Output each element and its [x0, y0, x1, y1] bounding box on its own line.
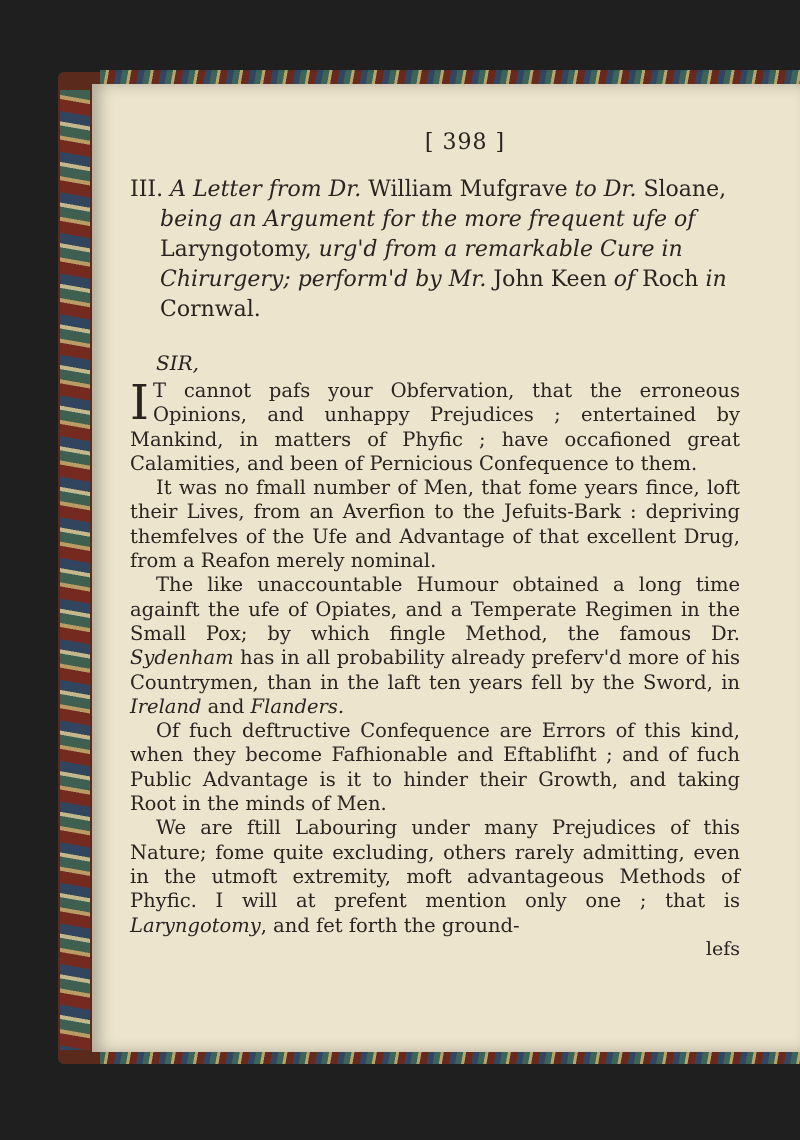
paragraph [130, 719, 740, 816]
heading-segment: William Mufgrave [361, 177, 575, 202]
heading-segment: Laryngotomy, [160, 237, 319, 262]
text-segment: T cannot pafs your Obfervation, that the erroneous Opinions, and unhappy Prejudices ; entertained by Mankind, in matters of Phyfic ; have occafioned great Calamities, and been of Pernicious Confequence to them. [130, 379, 740, 475]
drop-cap: I [130, 375, 149, 431]
text-segment: and [201, 694, 251, 718]
text-segment: Of fuch deftructive Confequence are Errors of this kind, when they become Fafhionable and Eftablifht ; and of fuch Public Advantage is it to hinder their Growth, and taking Root in the minds of Men. [130, 719, 740, 816]
text-segment: Laryngotomy [130, 913, 261, 937]
page-number: [ 398 ] [424, 130, 506, 155]
paragraph [130, 375, 740, 476]
catchword: lefs [705, 937, 740, 960]
text-segment: Flanders. [250, 694, 345, 718]
text-segment: Sydenham [130, 646, 234, 670]
heading-segment: A Letter from [163, 177, 329, 202]
paragraph [130, 573, 740, 719]
text-segment: Ireland [130, 694, 202, 718]
heading-segment: in [705, 267, 727, 292]
paragraph [130, 816, 740, 937]
article-title [160, 177, 727, 322]
letter-body [130, 375, 760, 938]
text-segment: has in all probability already preferv'd more of his Countrymen, than in the laft ten years fell by the Sword, in [130, 646, 740, 694]
article-number: III. [130, 177, 164, 202]
page-content [130, 100, 760, 960]
marbled-edge-left [60, 90, 90, 1050]
text-segment: , and fet forth the ground- [260, 913, 520, 937]
heading-segment: Cornwal. [160, 297, 261, 322]
heading-segment: of [613, 267, 636, 292]
heading-segment: Dr. [328, 177, 362, 202]
heading-segment: to Dr. [574, 177, 637, 202]
text-segment: We are ftill Labouring under many Prejudices of this Nature; fome quite excluding, others rarely admitting, even in the utmoft extremity, moft advantageous Methods of Phyfic. I will at prefent mention only one ; that is [130, 816, 740, 913]
heading-segment: Roch [635, 267, 706, 292]
heading-segment: John Keen [486, 267, 614, 292]
text-segment: It was no fmall number of Men, that fome years fince, loft their Lives, from an Averfion to the Jefuits-Bark : depriving themfelves of the Ufe and Advantage of that excellent Drug, from a Reafon merely nominal. [130, 476, 740, 573]
heading-segment: Sloane, [636, 177, 727, 202]
heading-segment: being an Argument for the more frequent ufe of [160, 207, 696, 232]
text-segment: The like unaccountable Humour obtained a long time againft the ufe of Opiates, and a Temperate Regimen in the Small Pox; by which fingle Method, the famous Dr. [130, 573, 740, 645]
paragraph [130, 476, 740, 573]
heading-segment: urg'd from a remarkable Cure in Chirurgery; perform'd by Mr. [160, 237, 683, 292]
marbled-edge-bottom [100, 1050, 800, 1064]
article-heading [130, 175, 760, 325]
marbled-edge-top [100, 70, 800, 84]
salutation: SIR, [156, 351, 200, 375]
